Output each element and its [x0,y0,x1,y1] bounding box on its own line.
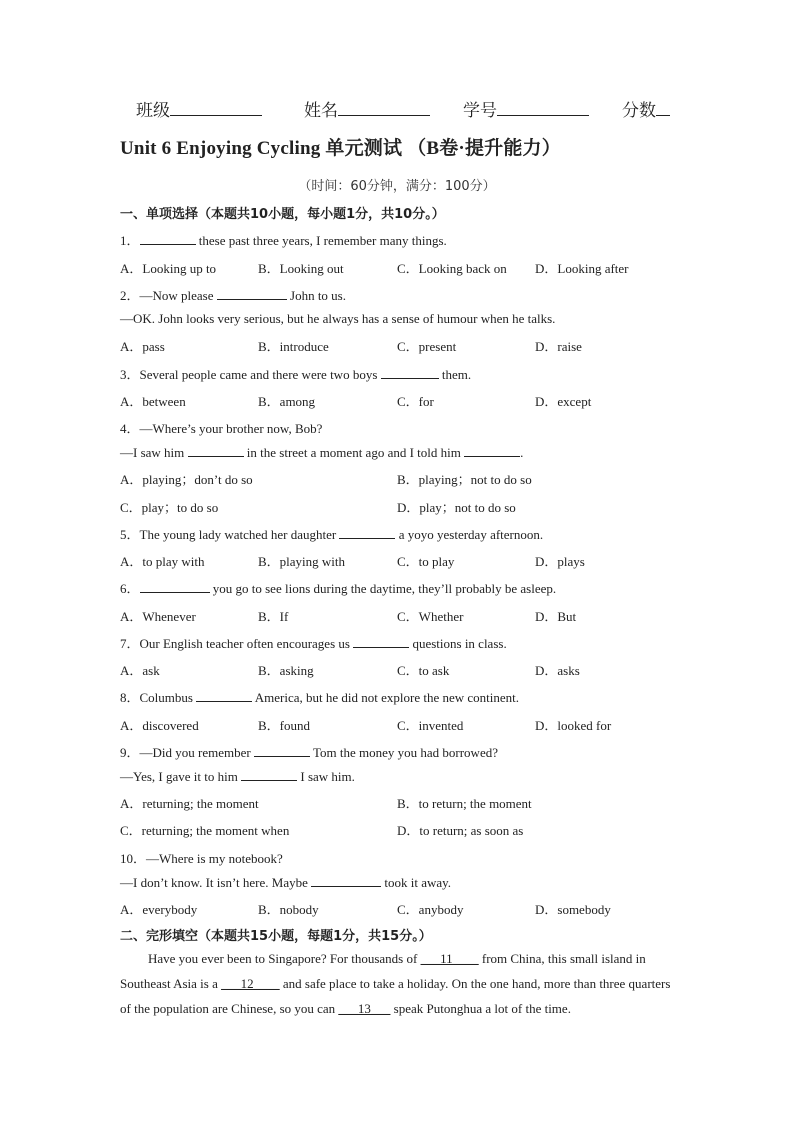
class-field [136,96,262,121]
question-3-text-b: them. [438,367,472,382]
q1-option-d[interactable]: D．Looking after [535,261,629,276]
q8-option-c[interactable]: C．invented [397,718,464,733]
question-9 [120,742,498,761]
question-4-reply-a: —I saw him [120,445,188,460]
question-3-blank[interactable] [381,366,439,379]
q9-option-c[interactable]: C．returning; the moment when [120,823,290,838]
question-8-text-a: 8．Columbus [120,690,197,705]
q5-option-a[interactable]: A．to play with [120,554,205,569]
q7-option-d[interactable]: D．asks [535,663,580,678]
question-6-text: you go to see lions during the daytime, they’ll probably be asleep. [209,581,557,596]
question-2-text-b: John to us. [286,288,346,303]
question-4-reply-b: in the street a moment ago and I told him [243,445,465,460]
question-10-reply-a: —I don’t know. It isn’t here. Maybe [120,875,312,890]
question-7-text-a: 7．Our English teacher often encourages us [120,636,354,651]
q6-option-d[interactable]: D．But [535,609,577,624]
question-9-reply-b: I saw him. [297,769,355,784]
q10-option-d[interactable]: D．somebody [535,902,611,917]
question-2-blank[interactable] [217,287,287,300]
question-9-text-a: 9．—Did you remember [120,745,254,760]
q10-option-c[interactable]: C．anybody [397,902,464,917]
question-5-blank[interactable] [339,526,395,539]
score-blank[interactable] [656,97,670,116]
question-9-blank-1[interactable] [254,744,310,757]
q2-option-a[interactable]: A．pass [120,339,165,354]
question-2-reply: —OK. John looks very serious, but he always has a sense of humour when he talks. [120,311,556,326]
question-1-text: these past three years, I remember many things. [195,233,447,248]
question-6-blank[interactable] [140,580,210,593]
question-1-blank[interactable] [140,232,196,245]
section-heading-2: 二、完形填空（本题共15小题，每题1分，共15分。） [120,929,432,944]
q9-option-d[interactable]: D．to return; as soon as [397,823,524,838]
q6-option-a[interactable]: A．Whenever [120,609,196,624]
q3-option-a[interactable]: A．between [120,394,186,409]
q1-option-b[interactable]: B．Looking out [258,261,344,276]
q3-option-d[interactable]: D．except [535,394,592,409]
question-8-text-b: America, but he did not explore the new continent. [252,690,520,705]
class-label: 班级 [136,101,170,121]
page-title: Unit 6 Enjoying Cycling 单元测试 （B卷·提升能力） [120,138,561,159]
q9-option-a[interactable]: A．returning; the moment [120,796,259,811]
cloze-text-1: Have you ever been to Singapore? For thousands of [148,951,421,966]
class-blank[interactable] [170,97,262,116]
q7-option-a[interactable]: A．ask [120,663,160,678]
question-1 [120,230,447,249]
name-field [304,96,430,121]
question-1-number: 1． [120,233,140,248]
q1-option-c[interactable]: C．Looking back on [397,261,507,276]
question-5 [120,524,543,543]
question-9-reply-a: —Yes, I gave it to him [120,769,242,784]
question-2 [120,285,346,304]
q7-option-c[interactable]: C．to ask [397,663,450,678]
q5-option-b[interactable]: B．playing with [258,554,346,569]
question-5-text-b: a yoyo yesterday afternoon. [395,527,544,542]
question-7-text-b: questions in class. [409,636,507,651]
score-field [622,96,670,121]
id-blank[interactable] [497,97,589,116]
question-10-reply [120,874,451,891]
question-9-reply [120,768,355,785]
cloze-text-3: and safe place to take a holiday. On the one hand, more than three quarters of the population are Chinese, so you can [120,976,671,1016]
question-4-reply-c: . [520,445,524,460]
cloze-text-2: from China, this small island in Southeast Asia is a [120,951,646,991]
q8-option-d[interactable]: D．looked for [535,718,612,733]
q4-option-a[interactable]: A．playing；don’t do so [120,472,253,487]
question-4-blank-2[interactable] [464,444,520,457]
question-10-blank[interactable] [311,874,381,887]
page-subtitle: （时间：60分钟，满分：100分） [298,179,496,194]
question-6-number: 6． [120,581,140,596]
question-5-text-a: 5．The young lady watched her daughter [120,527,340,542]
cloze-blank-11[interactable]: ___11____ [420,951,479,966]
q10-option-b[interactable]: B．nobody [258,902,319,917]
q4-option-b[interactable]: B．playing；not to do so [397,472,532,487]
q7-option-b[interactable]: B．asking [258,663,314,678]
q1-option-a[interactable]: A．Looking up to [120,261,217,276]
cloze-text-4: speak Putonghua a lot of the time. [390,1001,571,1016]
score-label: 分数 [622,101,656,121]
id-label: 学号 [463,101,497,121]
q5-option-c[interactable]: C．to play [397,554,455,569]
student-info-row [136,96,681,122]
q3-option-c[interactable]: C．for [397,394,434,409]
question-8-blank[interactable] [196,689,252,702]
question-10-reply-b: took it away. [381,875,452,890]
q4-option-c[interactable]: C．play；to do so [120,500,219,515]
section-heading-1: 一、单项选择（本题共10小题，每小题1分，共10分。） [120,207,445,222]
name-blank[interactable] [338,97,430,116]
q9-option-b[interactable]: B．to return; the moment [397,796,532,811]
q2-option-c[interactable]: C．present [397,339,457,354]
question-4-reply [120,444,523,461]
q8-option-a[interactable]: A．discovered [120,718,199,733]
q4-option-d[interactable]: D．play；not to do so [397,500,516,515]
question-4-blank-1[interactable] [188,444,244,457]
cloze-passage [120,946,680,1021]
question-3-text-a: 3．Several people came and there were two boys [120,367,381,382]
question-2-text-a: 2．—Now please [120,288,217,303]
question-3 [120,364,471,383]
q2-option-b[interactable]: B．introduce [258,339,329,354]
q6-option-b[interactable]: B．If [258,609,289,624]
question-8 [120,687,519,706]
question-7-blank[interactable] [353,635,409,648]
question-6 [120,578,556,597]
question-9-blank-2[interactable] [241,768,297,781]
question-10: 10．—Where is my notebook? [120,851,283,866]
q5-option-d[interactable]: D．plays [535,554,585,569]
id-field [463,96,589,121]
q6-option-c[interactable]: C．Whether [397,609,464,624]
cloze-blank-12[interactable]: ___12____ [221,976,280,991]
cloze-blank-13[interactable]: ___13___ [338,1001,391,1016]
q8-option-b[interactable]: B．found [258,718,311,733]
question-9-text-b: Tom the money you had borrowed? [309,745,498,760]
q3-option-b[interactable]: B．among [258,394,316,409]
question-4: 4．—Where’s your brother now, Bob? [120,421,323,436]
q10-option-a[interactable]: A．everybody [120,902,198,917]
question-7 [120,633,507,652]
q2-option-d[interactable]: D．raise [535,339,582,354]
name-label: 姓名 [304,101,338,121]
